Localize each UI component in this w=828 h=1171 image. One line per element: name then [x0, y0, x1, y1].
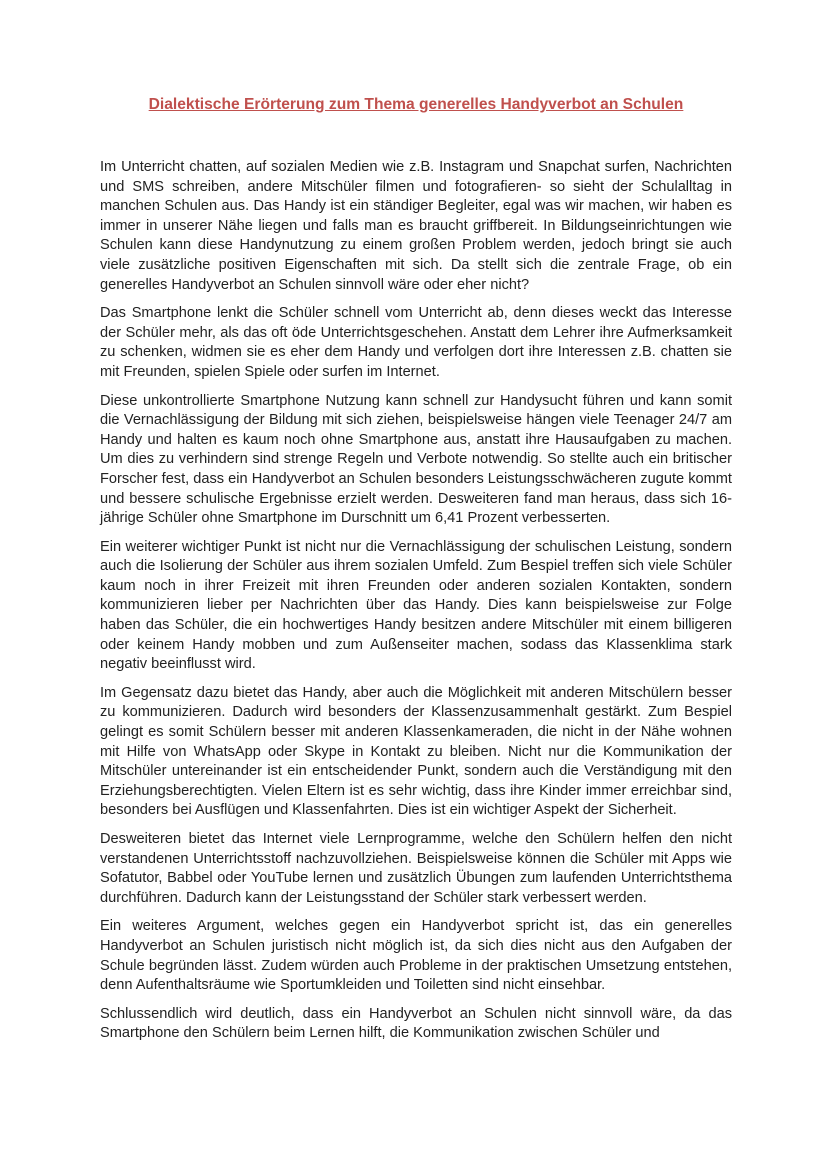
- paragraph-legal: Ein weiteres Argument, welches gegen ein Handyverbot spricht ist, das ein generelles Handyverbot an Schulen juristisch nicht möglich ist, da sich dies nicht aus den Aufgaben der Schule begründen lässt. Zudem würden auch Probleme in der praktischen Umsetzung entstehen, denn Aufenthaltsräume wie Sportumkleiden und Toiletten sind nicht einsehbar.: [100, 918, 732, 994]
- paragraph-isolation: Ein weiterer wichtiger Punkt ist nicht nur die Vernachlässigung der schulischen Leistung, sondern auch die Isolierung der Schüler aus ihrem sozialen Umfeld. Zum Bespiel treffen sich viele Schüler kaum noch in ihrer Freizeit mit ihren Freunden oder anderen sozialen Kontakten, sondern kommunizieren lieber per Nachrichten über das Handy. Dies kann beispielsweise zur Folge haben das Schüler, die ein hochwertiges Handy besitzen andere Mitschüler mit einem billigeren oder keinem Handy mobben und zum Außenseiter machen, sodass das Klassenklima stark negativ beeinflusst wird.: [100, 538, 732, 673]
- paragraph-communication: Im Gegensatz dazu bietet das Handy, aber auch die Möglichkeit mit anderen Mitschülern besser zu kommunizieren. Dadurch wird besonders der Klassenzusammenhalt gestärkt. Zum Bespiel gelingt es somit Schülern besser mit anderen Klassenkameraden, die nicht in der Nähe wohnen mit Hilfe von WhatsApp oder Skype in Kontakt zu bleiben. Nicht nur die Kommunikation der Mitschüler untereinander ist ein entscheidender Punkt, sondern auch die Verständigung mit den Erziehungsberechtigten. Vielen Eltern ist es sehr wichtig, dass ihre Kinder immer erreichbar sind, besonders bei Ausflügen und Klassenfahrten. Dies ist ein wichtiger Aspekt der Sicherheit.: [100, 684, 732, 819]
- paragraph-conclusion: Schlussendlich wird deutlich, dass ein Handyverbot an Schulen nicht sinnvoll wäre, da das Smartphone den Schülern beim Lernen hilft, die Kommunikation zwischen Schüler und: [100, 1005, 732, 1042]
- paragraph-learning-apps: Desweiteren bietet das Internet viele Lernprogramme, welche den Schülern helfen den nicht verstandenen Unterrichtsstoff nachzuvollziehen. Beispielsweise können die Schüler mit Apps wie Sofatutor, Babbel oder YouTube lernen und zusätzlich Übungen zum laufenden Unterrichtsthema durchführen. Dadurch kann der Leistungsstand der Schüler stark verbessert werden.: [100, 831, 732, 906]
- paragraph-intro: Im Unterricht chatten, auf sozialen Medien wie z.B. Instagram und Snapchat surfen, Nachrichten und SMS schreiben, andere Mitschüler filmen und fotografieren- so sieht der Schulalltag in manchen Schulen aus. Das Handy ist ein ständiger Begleiter, egal was wir machen, wir haben es immer in unserer Nähe liegen und falls man es braucht griffbereit. In Bildungseinrichtungen wie Schulen kann diese Handynutzung zu einem großen Problem werden, jedoch bringt sie auch viele zusätzliche positiven Eigenschaften mit sich. Da stellt sich die zentrale Frage, ob ein generelles Handyverbot an Schulen sinnvoll wäre oder eher nicht?: [100, 159, 732, 293]
- paragraph-addiction: Diese unkontrollierte Smartphone Nutzung kann schnell zur Handysucht führen und kann somit die Vernachlässigung der Bildung mit sich ziehen, beispielsweise hängen viele Teenager 24/7 am Handy und halten es kaum noch ohne Smartphone aus, anstatt ihre Hausaufgaben zu machen. Um dies zu verhindern sind strenge Regeln und Verbote notwendig. So stellte auch ein britischer Forscher fest, dass ein Handyverbot an Schulen besonders Leistungsschwächeren zugute kommt und bessere schulische Ergebnisse erzielt werden. Desweiteren fand man heraus, dass sich 16-jährige Schüler ohne Smartphone im Durschnitt um 6,41 Prozent verbesserten.: [100, 392, 732, 527]
- paragraph-distraction: Das Smartphone lenkt die Schüler schnell vom Unterricht ab, denn dieses weckt das Interesse der Schüler mehr, als das oft öde Unterrichtsgeschehen. Anstatt dem Lehrer ihre Aufmerksamkeit zu schenken, widmen sie es eher dem Handy und verfolgen dort ihre Interessen z.B. chatten sie mit Freunden, spielen Spiele oder surfen im Internet.: [100, 305, 732, 380]
- document-title: Dialektische Erörterung zum Thema generelles Handyverbot an Schulen: [148, 96, 684, 113]
